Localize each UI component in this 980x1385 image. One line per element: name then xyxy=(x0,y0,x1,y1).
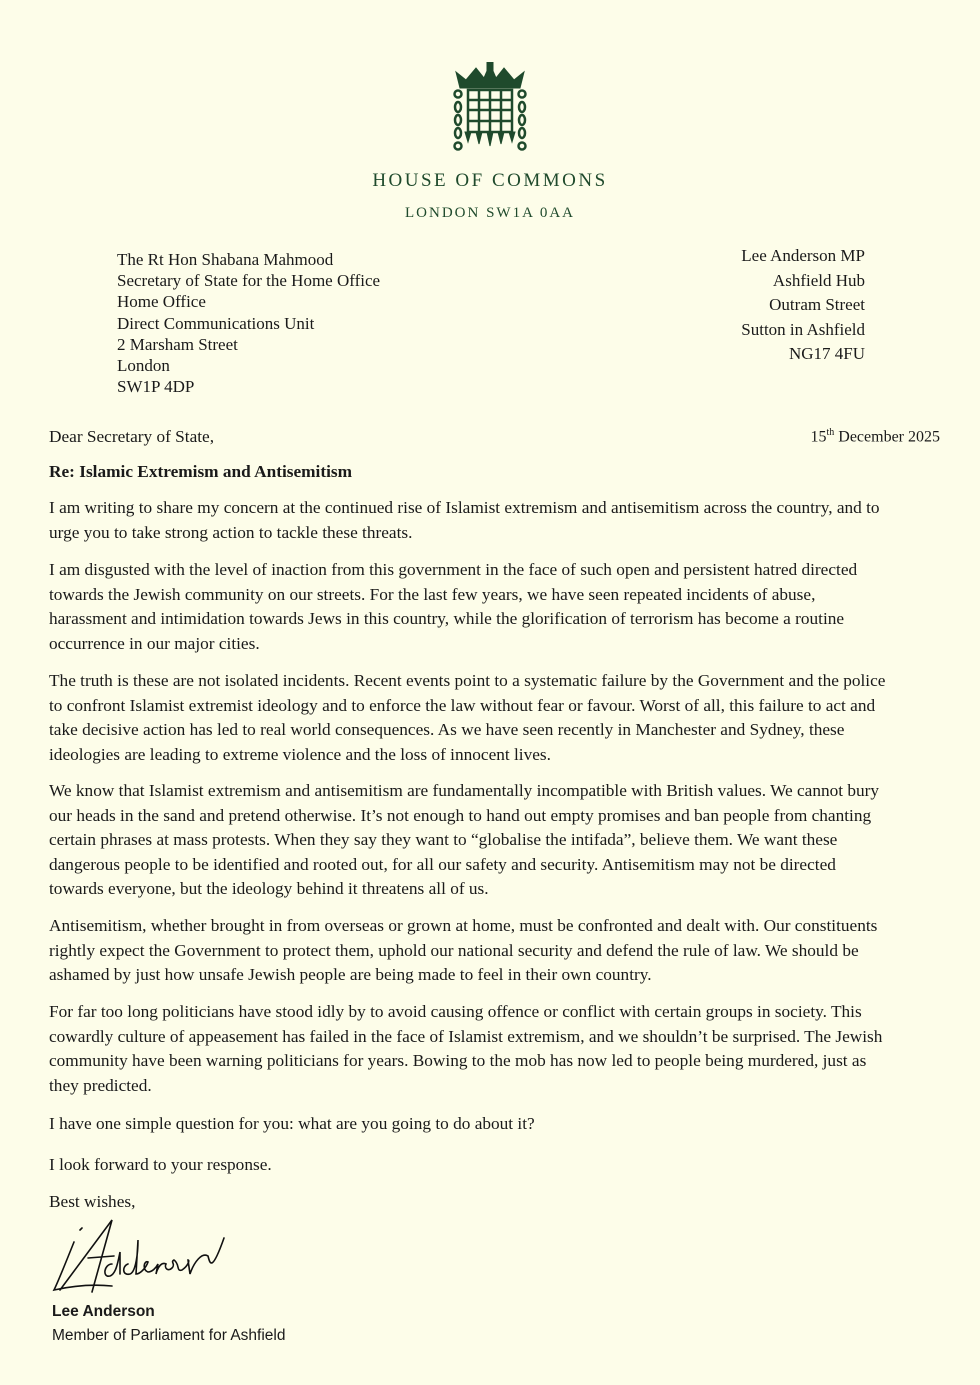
handwritten-signature xyxy=(52,1212,292,1307)
text-line: The truth is these are not isolated incidents. Recent events point to a systematic failure by the Government and the police xyxy=(49,671,886,690)
text-line: they predicted. xyxy=(49,1075,152,1095)
paragraph-8: I look forward to your response. xyxy=(49,1155,272,1174)
recipient-line: Home Office xyxy=(117,292,206,312)
sender-line: Lee Anderson MP xyxy=(741,246,865,265)
salutation: Dear Secretary of State, xyxy=(49,427,215,446)
portcullis-icon xyxy=(450,62,530,158)
paragraph-3 xyxy=(49,669,885,767)
paragraph-1 xyxy=(49,496,880,545)
text-line: community have been warning politicians for years. Bowing to the mob has now led to people being murdered, just as xyxy=(49,1051,867,1071)
text-line: take decisive action has led to real world consequences. As we have seen recently in Manchester and Sydney, these xyxy=(49,720,845,740)
recipient-line: Direct Communications Unit xyxy=(117,313,315,333)
text-line: dangerous people to be identified and rooted out, for all our safety and security. Antisemitism may not be directed xyxy=(49,854,836,874)
text-line: towards the Jewish community on our streets. For the last few years, we have seen repeated incidents of abuse, xyxy=(49,584,816,604)
text-line: ideologies are leading to extreme violence and the loss of innocent lives. xyxy=(49,744,551,764)
text-line: occurrence in our major cities. xyxy=(49,633,260,653)
subject-line: Re: Islamic Extremism and Antisemitism xyxy=(49,462,353,481)
portcullis-logo xyxy=(450,62,530,163)
text-line: certain phrases at mass protests. When they say they want to “globalise the intifada”, believe them. We want these xyxy=(49,830,838,850)
text-line: our heads in the sand and pretend otherwise. It’s not enough to hand out empty promises and ban people from chanting xyxy=(49,805,872,825)
recipient-address xyxy=(117,249,380,397)
date-day: 15 xyxy=(810,428,827,446)
letterhead-address: LONDON SW1A 0AA xyxy=(405,205,575,221)
text-line: Antisemitism, whether brought in from overseas or grown at home, must be confronted and dealt with. Our constituents xyxy=(49,916,878,935)
text-line: ashamed by just how unsafe Jewish people are being made to feel in their own country. xyxy=(49,965,652,985)
paragraph-2 xyxy=(49,558,857,656)
text-line: I am writing to share my concern at the continued rise of Islamist extremism and antisemitism across the country, and to xyxy=(49,498,880,517)
recipient-line: The Rt Hon Shabana Mahmood xyxy=(117,250,334,269)
sender-line: Outram Street xyxy=(769,295,865,314)
sender-line: Ashfield Hub xyxy=(772,270,865,290)
paragraph-7: I have one simple question for you: what are you going to do about it? xyxy=(49,1114,535,1133)
recipient-line: London xyxy=(117,356,170,376)
date-rest: December 2025 xyxy=(834,428,940,446)
text-line: towards everyone, but the ideology behind it threatens all of us. xyxy=(49,879,489,899)
sender-line: Sutton in Ashfield xyxy=(741,319,865,339)
text-line: rightly expect the Government to protect them, uphold our national security and defend the rule of law. We should be xyxy=(49,940,859,960)
text-line: harassment and intimidation towards Jews in this country, while the glorification of terrorism has become a routine xyxy=(49,609,845,629)
signatory-role: Member of Parliament for Ashfield xyxy=(52,1327,286,1344)
closing: Best wishes, xyxy=(49,1192,136,1211)
signatory-name: Lee Anderson xyxy=(52,1303,155,1320)
sender-line: NG17 4FU xyxy=(788,344,865,363)
recipient-line: 2 Marsham Street xyxy=(117,334,238,354)
sender-address xyxy=(741,244,865,367)
paragraph-6 xyxy=(49,1000,882,1098)
text-line: urge you to take strong action to tackle these threats. xyxy=(49,522,413,542)
recipient-line: SW1P 4DP xyxy=(117,377,195,397)
paragraph-4 xyxy=(49,779,879,902)
text-line: For far too long politicians have stood idly by to avoid causing offence or conflict with certain groups in society. This xyxy=(49,1002,862,1021)
date-suffix: th xyxy=(826,427,835,438)
text-line: to confront Islamist extremist ideology and to enforce the law without fear or favour. Worst of all, this failure to act and xyxy=(49,695,876,715)
paragraph-5 xyxy=(49,914,877,988)
recipient-line: Secretary of State for the Home Office xyxy=(117,271,381,291)
letterhead-title: HOUSE OF COMMONS xyxy=(372,170,608,191)
text-line: cowardly culture of appeasement has failed in the face of Islamist extremism, and we shouldn’t be surprised. The Jewish xyxy=(49,1026,883,1046)
text-line: We know that Islamist extremism and antisemitism are fundamentally incompatible with British values. We cannot bury xyxy=(49,781,880,800)
letter-date xyxy=(810,427,940,446)
text-line: I am disgusted with the level of inaction from this government in the face of such open and persistent hatred directed xyxy=(49,560,858,579)
